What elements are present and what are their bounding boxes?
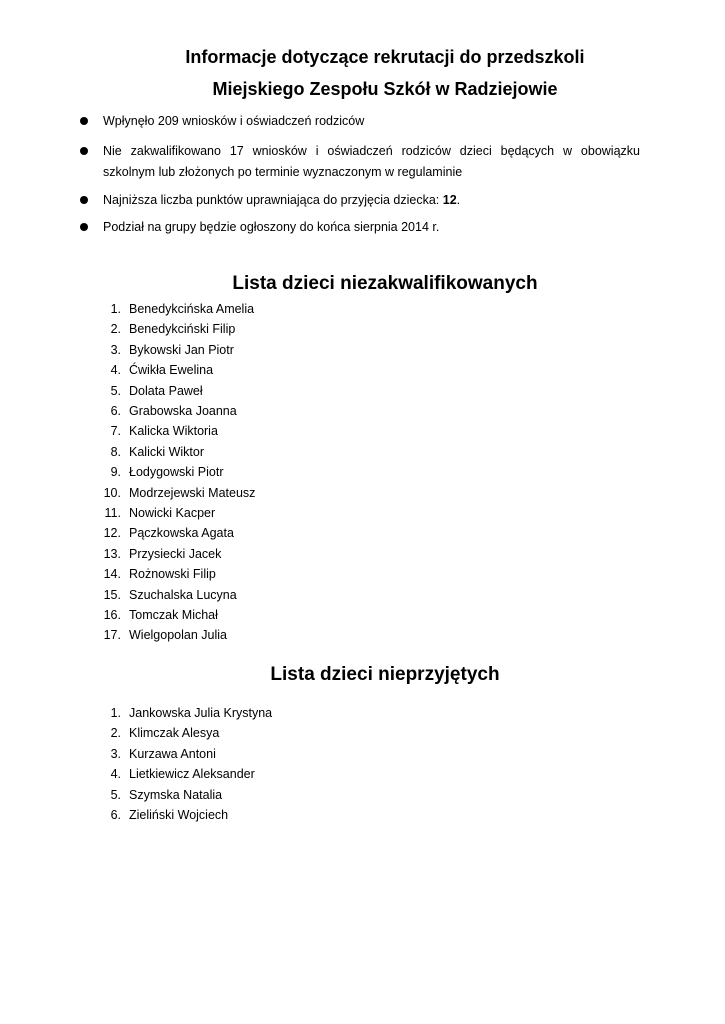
list-item [0,483,725,503]
bullet-dot-icon [80,196,88,204]
list-item [0,503,725,523]
list-item-number: 1. [110,706,121,720]
list-item-number: 7. [110,424,121,439]
child-name: Szymska Natalia [129,787,223,802]
child-name: Lietkiewicz Aleksander [129,767,255,782]
min-points-label: Najniższa liczba punktów uprawniająca do przyjęcia dziecka: [103,193,443,207]
list-item-number: 15. [103,587,121,602]
list-item [0,785,725,805]
child-name: Jankowska Julia Krystyna [129,706,273,720]
list-item [0,723,725,743]
list-item-number: 14. [103,567,121,582]
min-points-end: . [456,193,461,207]
list-item [0,401,725,421]
list-item-number: 9. [110,465,121,480]
list-item [0,564,725,584]
list-item [0,764,725,784]
child-name: Klimczak Alesya [129,726,220,741]
list-item [0,340,725,360]
child-name: Modrzejewski Mateusz [129,485,256,500]
child-name: Ćwikła Ewelina [129,363,214,378]
bullet-dot-icon [80,147,88,155]
list-item-number: 6. [110,404,121,418]
list-item [0,605,725,625]
bullet-dot-icon [80,223,88,231]
list-item-number: 3. [110,342,121,357]
list-item [0,299,725,319]
info-bullet-text: Podział na grupy będzie ogłoszony do końca sierpnia 2014 r. [103,220,440,234]
child-name: Kalicki Wiktor [129,444,205,459]
list-item [0,585,725,605]
list-item-number: 3. [110,746,121,761]
info-bullet-text: Nie zakwalifikowano 17 wniosków i oświadczeń rodziców dzieci będących w obowiązku szkolnym lub złożonych po terminie wyznaczonym w regulaminie [103,144,640,179]
child-name: Dolata Paweł [129,383,203,398]
list-item [0,625,725,645]
document-title-line-1: Informacje dotyczące rekrutacji do przedszkoli [185,47,585,67]
list-item [0,544,725,564]
list-item-number: 4. [110,767,121,782]
list-item [0,421,725,441]
list-item-number: 16. [103,608,121,622]
child-name: Przysiecki Jacek [129,546,222,561]
list-item-number: 2. [110,726,121,741]
list-item-number: 8. [110,444,121,459]
child-name: Bykowski Jan Piotr [129,342,234,357]
list-item [0,744,725,764]
min-points-value: 12 [442,193,457,207]
child-name: Zieliński Wojciech [129,808,229,822]
list-item [0,442,725,462]
section-title-niezakwalifikowani: Lista dzieci niezakwalifikowanych [232,273,538,294]
list-item-number: 10. [103,485,121,500]
child-name: Tomczak Michał [129,608,218,622]
list-item-number: 2. [110,322,121,337]
document-title-line-2: Miejskiego Zespołu Szkół w Radziejowie [212,79,558,99]
list-item-number: 6. [110,808,121,822]
list-item-number: 5. [110,787,121,802]
list-item-number: 13. [103,546,121,561]
child-name: Pączkowska Agata [129,526,234,541]
list-item [0,805,725,825]
child-name: Nowicki Kacper [129,506,216,520]
list-item-number: 4. [110,363,121,378]
list-item [0,319,725,339]
list-item-number: 5. [110,383,121,398]
child-name: Szuchalska Lucyna [129,587,237,602]
info-bullet-text: Wpłynęło 209 wniosków i oświadczeń rodziców [103,114,365,128]
child-name: Wielgopolan Julia [129,628,227,643]
list-item-number: 1. [110,302,121,316]
list-item [0,523,725,543]
child-name: Benedykciński Filip [129,322,236,337]
child-name: Rożnowski Filip [129,567,216,582]
list-item [0,360,725,380]
child-name: Benedykcińska Amelia [129,302,255,316]
list-item [0,462,725,482]
list-item-number: 11. [104,506,121,520]
list-item-number: 12. [103,526,121,541]
list-item-number: 17. [103,628,121,643]
info-bullet-text [103,190,640,211]
list-item [0,381,725,401]
child-name: Grabowska Joanna [129,404,237,418]
child-name: Kalicka Wiktoria [129,424,218,439]
section-title-nieprzyjeci: Lista dzieci nieprzyjętych [270,664,500,685]
bullet-dot-icon [80,117,88,125]
child-name: Łodygowski Piotr [129,465,224,480]
child-name: Kurzawa Antoni [129,746,216,761]
list-item [0,703,725,723]
